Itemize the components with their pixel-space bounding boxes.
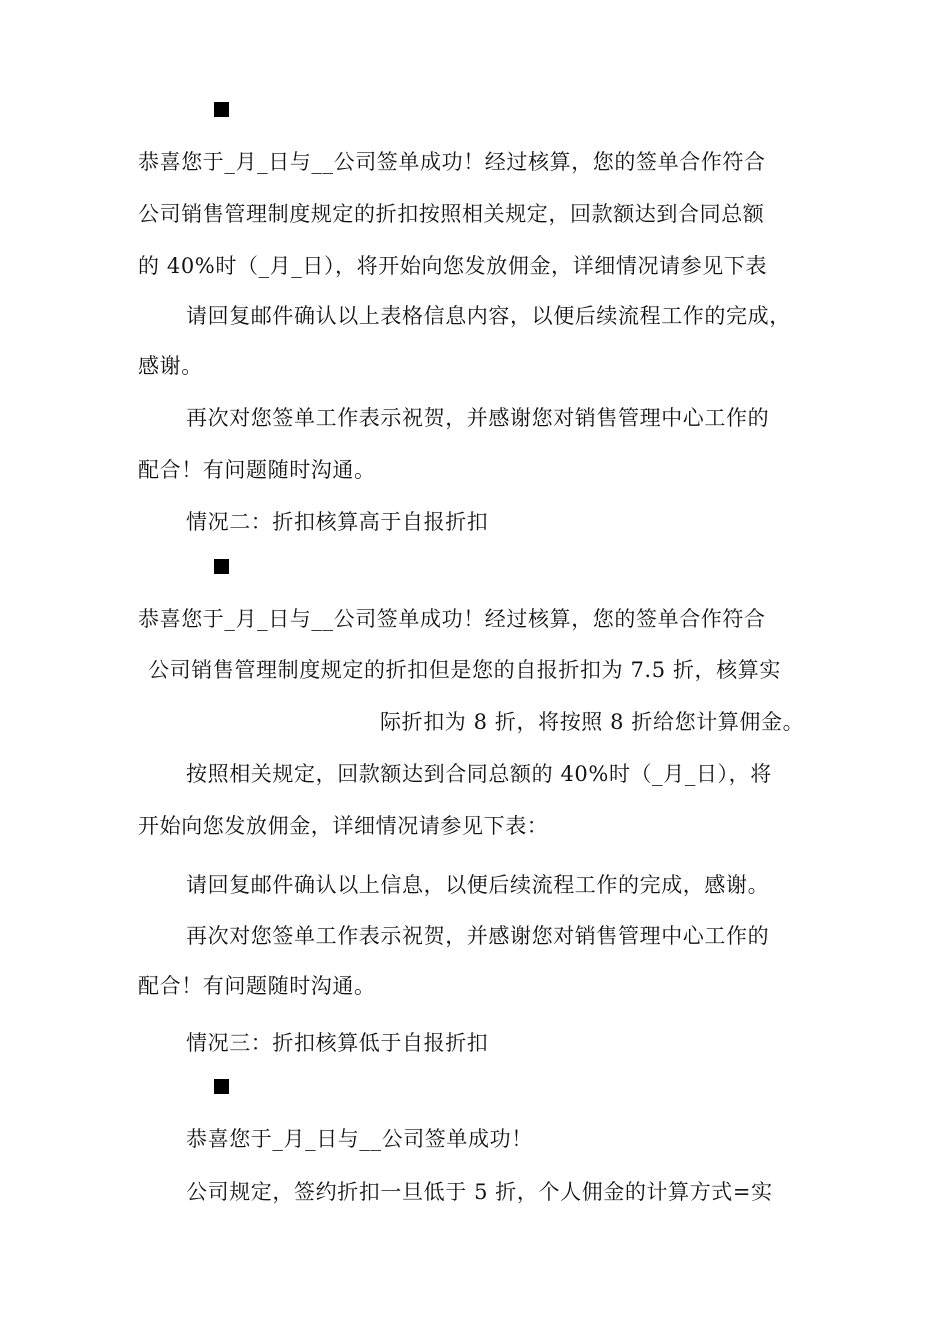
s2-p2-line2: 开始向您发放佣金，详细情况请参见下表： [138, 814, 549, 838]
s1-p3-line2: 配合！有问题随时沟通。 [138, 458, 376, 482]
s1-p1-line1: 恭喜您于_月_日与__公司签单成功！经过核算，您的签单合作符合 [138, 150, 766, 174]
s1-p1-line2: 公司销售管理制度规定的折扣按照相关规定，回款额达到合同总额 [138, 202, 765, 226]
s1-p2-line2: 感谢。 [138, 354, 203, 378]
bullet-square-icon [214, 102, 229, 117]
s3-p1: 恭喜您于_月_日与__公司签单成功！ [186, 1127, 533, 1151]
s2-p1-line1: 恭喜您于_月_日与__公司签单成功！经过核算，您的签单合作符合 [138, 607, 766, 631]
s3-p2: 公司规定，签约折扣一旦低于 5 折，个人佣金的计算方式=实 [186, 1180, 773, 1204]
s2-p4-line1: 再次对您签单工作表示祝贺，并感谢您对销售管理中心工作的 [186, 924, 770, 948]
s2-heading: 情况二：折扣核算高于自报折扣 [186, 510, 489, 534]
s2-p1-line3: 际折扣为 8 折，将按照 8 折给您计算佣金。 [380, 710, 805, 734]
s2-p3: 请回复邮件确认以上信息，以便后续流程工作的完成，感谢。 [186, 873, 770, 897]
s1-p2-line1: 请回复邮件确认以上表格信息内容，以便后续流程工作的完成， [186, 304, 791, 328]
s2-p2-line1: 按照相关规定，回款额达到合同总额的 40%时（_月_日），将 [186, 762, 772, 786]
s1-p1-line3: 的 40%时（_月_日），将开始向您发放佣金，详细情况请参见下表 [138, 254, 768, 278]
s3-heading: 情况三：折扣核算低于自报折扣 [186, 1031, 489, 1055]
s2-p4-line2: 配合！有问题随时沟通。 [138, 974, 376, 998]
bullet-square-icon [214, 1079, 229, 1094]
bullet-square-icon [214, 559, 229, 574]
s1-p3-line1: 再次对您签单工作表示祝贺，并感谢您对销售管理中心工作的 [186, 406, 770, 430]
s2-p1-line2: 公司销售管理制度规定的折扣但是您的自报折扣为 7.5 折，核算实 [148, 658, 781, 682]
